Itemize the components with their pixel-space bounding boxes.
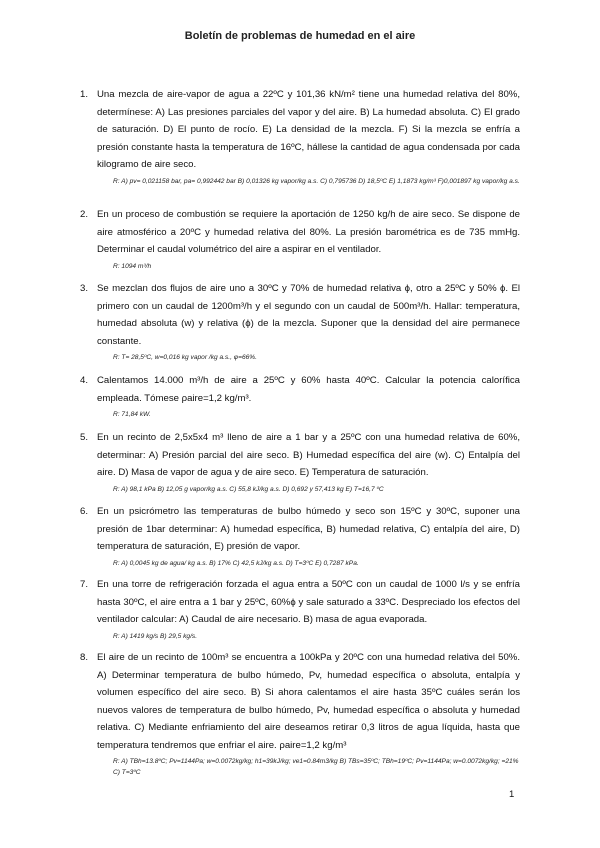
problem-8 (80, 649, 520, 778)
problem-text: En una torre de refrigeración forzada el agua entra a 50ºC con un caudal de 1000 l/s y se enfría hasta 30ºC, el aire entra a 1 bar y 25ºC, 60%ϕ y sale saturado a 33ºC. Despreciado los efectos del ventilador calcular: A) Caudal de aire necesario. B) masa de agua evaporada. (97, 579, 520, 625)
problem-number: 5. (80, 432, 89, 443)
problem-text: En un recinto de 2,5x5x4 m³ lleno de aire a 1 bar y a 25ºC con una humedad relativa de 60%, determinar: A) Presión parcial del aire seco. B) Humedad específica del aire (w). C) Entalpía del aire. D) Masa de vapor de agua y de aire seco. E) Temperatura de saturación. (97, 432, 520, 478)
problem-text: Una mezcla de aire-vapor de agua a 22ºC y 101,36 kN/m² tiene una humedad relativa del 80%, determínese: A) Las presiones parciales del vapor y del aire. B) La humedad absoluta. C) El grado de saturación. D) El punto de rocío. E) La densidad de la mezcla. F) Si la mezcla se enfría a presión constante hasta la temperatura de 16ºC, hállese la cantidad de agua condensada por cada kilogramo de aire seco. (97, 89, 520, 170)
page-number: 1 (509, 789, 515, 800)
problem-1 (80, 86, 520, 187)
problem-answer: R: T= 28,5ºC, w=0,016 kg vapor /kg a.s., φ=66%. (113, 354, 257, 361)
problem-7 (80, 576, 520, 642)
problem-4 (80, 372, 520, 420)
problem-answer: R: A) 1419 kg/s B) 29,5 kg/s. (113, 632, 198, 640)
problem-answer: R: 1094 m³/h (113, 262, 152, 270)
problem-number: 8. (80, 652, 89, 663)
problem-2 (80, 206, 520, 272)
problem-6 (80, 503, 520, 569)
problem-5 (80, 429, 520, 495)
problem-answer: R: A) pv= 0,021158 bar, pa= 0,992442 bar B) 0,01326 kg vapor/kg a.s. C) 0,795736 D) 18,5ºC E) 1,1873 kg/m³ F)0,001897 kg vapor/kg a.s. (113, 177, 520, 185)
problem-answer: R: A) 0,0045 kg de agua/ kg a.s. B) 17% C) 42,5 kJ/kg a.s. D) T=3ºC E) 0,7287 kPa. (113, 559, 359, 567)
problem-text: En un psicrómetro las temperaturas de bulbo húmedo y seco son 15ºC y 30ºC, suponer una presión de 1bar determinar: A) humedad específica, B) humedad relativa, C) entalpía del aire, D) temperatura de saturación, E) presión de vapor. (97, 506, 520, 552)
page-title: Boletín de problemas de humedad en el aire (184, 30, 416, 42)
problem-number: 4. (80, 375, 89, 386)
problem-text: Calentamos 14.000 m³/h de aire a 25ºC y 60% hasta 40ºC. Calcular la potencia calorífica empleada. Tómese ρaire=1,2 kg/m³. (97, 375, 520, 404)
problem-answer: R: 71,84 kW. (113, 411, 151, 418)
problem-3 (80, 280, 520, 363)
problem-text: En un proceso de combustión se requiere la aportación de 1250 kg/h de aire seco. Se dispone de aire atmosférico a 20ºC y humedad relativa del 80%. La presión barométrica es de 735 mmHg. Determinar el caudal volumétrico del aire a aspirar en el ventilador. (97, 209, 520, 255)
problem-number: 6. (80, 506, 89, 517)
problem-text: El aire de un recinto de 100m³ se encuentra a 100kPa y 20ºC con una humedad relativa del 50%. A) Determinar temperatura de bulbo húmedo, Pv, humedad específica o absoluta, entalpía y volumen específico del aire seco. B) Si ahora calentamos el aire hasta 35ºC cuáles serán los nuevos valores de temperatura de bulbo húmedo, Pv, humedad específica o absoluta y humedad relativa. C) Mediante enfriamiento del aire deseamos retirar 0,3 litros de agua líquida, hasta que temperatura tendremos que enfriar el aire. ρaire=1,2 kg/m³ (97, 652, 520, 751)
problem-number: 3. (80, 283, 89, 294)
problem-answer: R: A) TBh=13.8ºC; Pv=1144Pa; w=0.0072kg/kg; h1=39kJ/kg; ve1=0.84m3/kg B) TBs=35ºC; TBh=19ºC; Pv=1144Pa; w=0.0072kg/kg; =21% C) T=3ºC (113, 758, 519, 776)
problem-number: 7. (80, 579, 89, 590)
problem-number: 1. (80, 89, 89, 100)
problem-text: Se mezclan dos flujos de aire uno a 30ºC y 70% de humedad relativa ϕ, otro a 25ºC y 50% ϕ. El primero con un caudal de 1200m³/h y el segundo con un caudal de 500m³/h. Hallar: temperatura, humedad absoluta (w) y relativa (ϕ) de la mezcla. Suponer que la densidad del aire permanece constante. (97, 283, 520, 347)
problem-answer: R: A) 98,1 kPa B) 12,05 g vapor/kg a.s. C) 55,8 kJ/kg a.s. D) 0,692 y 57,413 kg E) T=16,7 ºC (113, 485, 384, 493)
problem-number: 2. (80, 209, 89, 220)
